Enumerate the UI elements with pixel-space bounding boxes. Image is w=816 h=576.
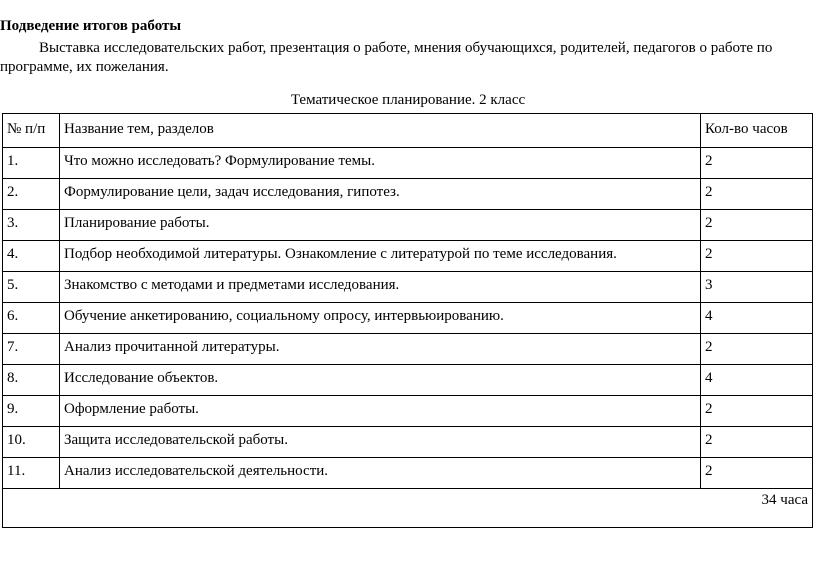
table-row: [3, 334, 813, 365]
row-num: 5.: [3, 272, 60, 303]
table-row: [3, 179, 813, 210]
row-topic: Защита исследовательской работы.: [60, 427, 701, 458]
table-row: [3, 458, 813, 489]
table-row: [3, 148, 813, 179]
row-hours: 3: [701, 272, 813, 303]
row-num: 10.: [3, 427, 60, 458]
table-row: [3, 427, 813, 458]
row-hours: 2: [701, 148, 813, 179]
table-row: [3, 272, 813, 303]
header-hours: Кол-во часов: [701, 114, 813, 148]
row-topic: Подбор необходимой литературы. Ознакомление с литературой по теме исследования.: [60, 241, 701, 272]
table-row: [3, 365, 813, 396]
header-topic: Название тем, разделов: [60, 114, 701, 148]
table-header-row: [3, 114, 813, 148]
row-hours: 2: [701, 241, 813, 272]
row-hours: 2: [701, 334, 813, 365]
header-num: № п/п: [3, 114, 60, 148]
row-hours: 2: [701, 427, 813, 458]
row-hours: 4: [701, 365, 813, 396]
row-topic: Исследование объектов.: [60, 365, 701, 396]
table-body: [3, 148, 813, 528]
row-num: 11.: [3, 458, 60, 489]
total-row: [3, 489, 813, 528]
row-topic: Анализ исследовательской деятельности.: [60, 458, 701, 489]
row-topic: Формулирование цели, задач исследования, гипотез.: [60, 179, 701, 210]
row-topic: Оформление работы.: [60, 396, 701, 427]
row-topic: Анализ прочитанной литературы.: [60, 334, 701, 365]
row-hours: 2: [701, 179, 813, 210]
row-hours: 4: [701, 303, 813, 334]
row-num: 9.: [3, 396, 60, 427]
row-hours: 2: [701, 458, 813, 489]
row-num: 2.: [3, 179, 60, 210]
row-num: 1.: [3, 148, 60, 179]
total-hours: 34 часа: [3, 489, 813, 528]
row-num: 6.: [3, 303, 60, 334]
row-topic: Планирование работы.: [60, 210, 701, 241]
row-num: 4.: [3, 241, 60, 272]
section-paragraph: Выставка исследовательских работ, презентация о работе, мнения обучающихся, родителей, педагогов о работе по программе, их пожелания.: [0, 40, 773, 75]
section-heading: Подведение итогов работы: [0, 18, 182, 34]
row-num: 8.: [3, 365, 60, 396]
row-num: 3.: [3, 210, 60, 241]
table-title: Тематическое планирование. 2 класс: [290, 92, 526, 108]
row-topic: Обучение анкетированию, социальному опросу, интервьюированию.: [60, 303, 701, 334]
table-row: [3, 303, 813, 334]
row-hours: 2: [701, 210, 813, 241]
row-hours: 2: [701, 396, 813, 427]
planning-table: [2, 113, 813, 528]
table-row: [3, 241, 813, 272]
table-row: [3, 396, 813, 427]
row-num: 7.: [3, 334, 60, 365]
row-topic: Что можно исследовать? Формулирование темы.: [60, 148, 701, 179]
row-topic: Знакомство с методами и предметами исследования.: [60, 272, 701, 303]
table-row: [3, 210, 813, 241]
